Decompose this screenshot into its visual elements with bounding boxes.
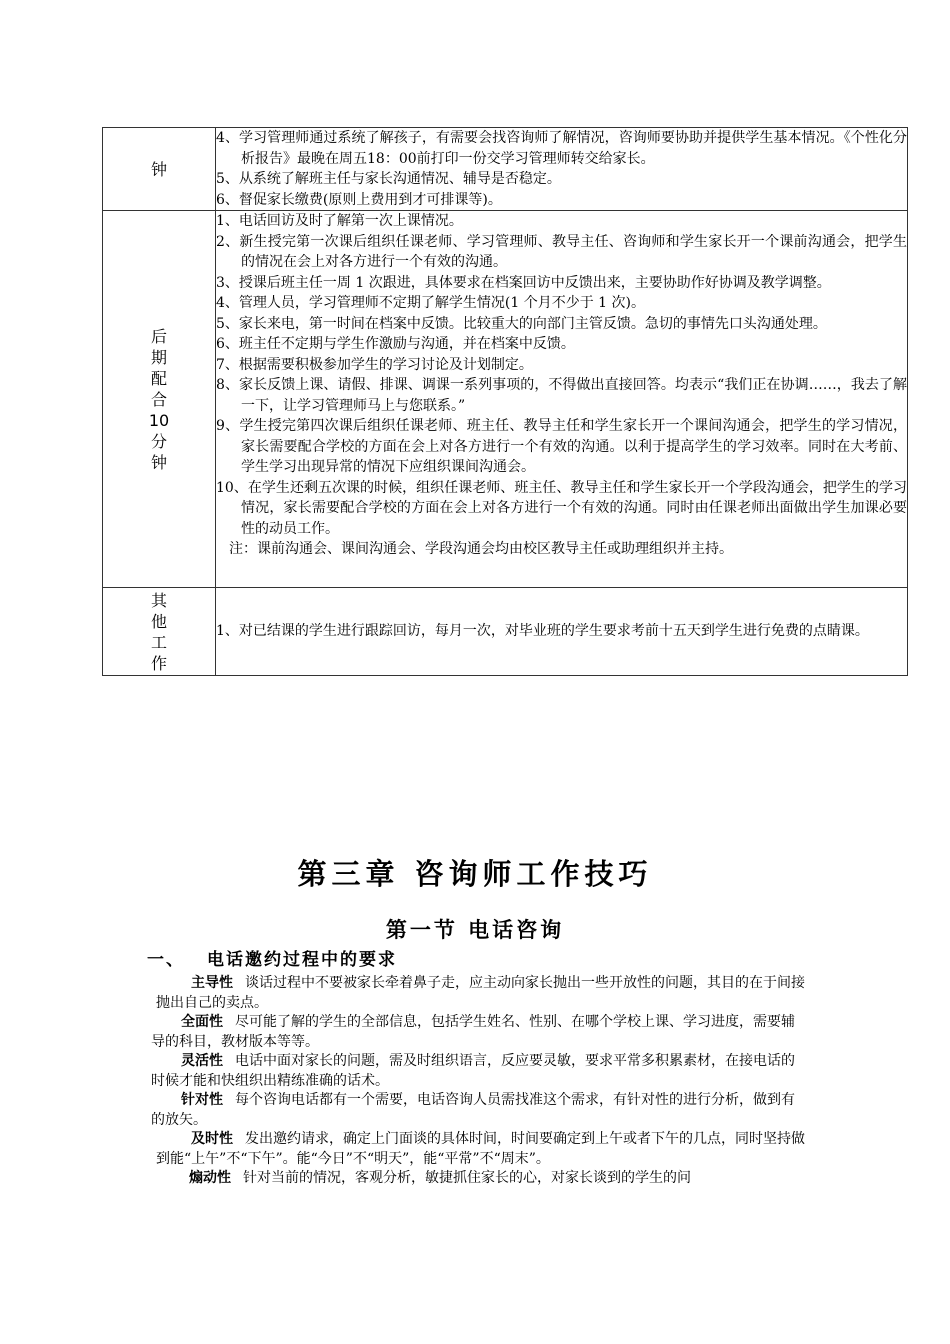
item-text: 谈话过程中不要被家长牵着鼻子走，应主动向家长抛出一些开放性的问题，其目的在于间接抛出自己的卖点。: [156, 975, 805, 1011]
list-item: 5、从系统了解班主任与家长沟通情况、辅导是否稳定。: [216, 171, 561, 187]
item-text: 每个咨询电话都有一个需要，电话咨询人员需找准这个需求，有针对性的进行分析，做到有的放矢。: [151, 1092, 795, 1128]
list-item: 6、督促家长缴费(原则上费用到才可排课等)。: [216, 191, 502, 208]
list-item: 2、新生授完第一次课后组织任课老师、学习管理师、教导主任、咨询师和学生家长开一个课前沟通会，把学生的情况在会上对各方进行一个有效的沟通。: [216, 233, 907, 270]
list-item: 7、根据需要积极参加学生的学习讨论及计划制定。: [216, 356, 533, 373]
row-label: 后 期 配 合 10 分 钟: [103, 211, 216, 588]
list-item: [151, 1013, 808, 1052]
list-item: 4、学习管理师通过系统了解孩子，有需要会找咨询师了解情况，咨询师要协助并提供学生基本情况。《个性化分析报告》最晚在周五18：00前打印一份交学习管理师转交给家长。: [216, 130, 907, 167]
requirements-list: [151, 974, 808, 1189]
list-item: 1、对已结课的学生进行跟踪回访，每月一次，对毕业班的学生要求考前十五天到学生进行免费的点睛课。: [216, 623, 869, 640]
heading-text: 电话邀约过程中的要求: [207, 950, 397, 970]
item-text: 发出邀约请求，确定上门面谈的具体时间，时间要确定到上午或者下午的几点，同时坚持做到能“上午”不“下午”。能“今日”不“明天”，能“平常”不“周末”。: [156, 1131, 805, 1167]
row-label: 其 他 工 作: [103, 588, 216, 676]
row-content: [216, 211, 908, 588]
table-note: 注：课前沟通会、课间沟通会、学段沟通会均由校区教导主任或助理组织并主持。: [229, 541, 733, 557]
list-item: [156, 974, 808, 1013]
list-item: 8、家长反馈上课、请假、排课、调课一系列事项的，不得做出直接回答。均表示“我们正在协调……，我去了解一下，让学习管理师马上与您联系。”: [216, 377, 907, 414]
item-keyword: 主导性: [191, 975, 233, 991]
list-item: 5、家长来电，第一时间在档案中反馈。比较重大的向部门主管反馈。急切的事情先口头沟通处理。: [216, 315, 827, 332]
list-item: [156, 1169, 808, 1189]
list-item: [156, 1130, 808, 1169]
row-content: [216, 128, 908, 211]
list-item: 3、授课后班主任一周 1 次跟进，具体要求在档案回访中反馈出来，主要协助作好协调及教学调整。: [216, 274, 831, 291]
table-row: [103, 211, 908, 588]
heading-number: 一、: [147, 950, 185, 970]
list-item: [151, 1091, 808, 1130]
list-item: 1、电话回访及时了解第一次上课情况。: [216, 213, 463, 229]
item-keyword: 及时性: [191, 1131, 233, 1147]
subsection-heading: [147, 945, 397, 970]
item-keyword: 煽动性: [189, 1170, 231, 1186]
item-text: 尽可能了解的学生的全部信息，包括学生姓名、性别、在哪个学校上课、学习进度，需要辅导的科目，教材版本等等。: [151, 1014, 795, 1050]
list-item: 9、学生授完第四次课后组织任课老师、班主任、教导主任和学生家长开一个课间沟通会，把学生的学习情况，家长需要配合学校的方面在会上对各方进行一个有效的沟通。以利于提高学生的学习效率。同时在大考前、学生学习出现异常的情况下应组织课间沟通会。: [216, 418, 907, 475]
table-row: [103, 588, 908, 676]
item-keyword: 针对性: [181, 1092, 223, 1108]
table-row: [103, 128, 908, 211]
list-item: 10、在学生还剩五次课的时候，组织任课老师、班主任、教导主任和学生家长开一个学段沟通会，把学生的学习情况，家长需要配合学校的方面在会上对各方进行一个有效的沟通。同时由任课老师出面做出学生加课必要性的动员工作。: [216, 479, 907, 537]
item-keyword: 全面性: [181, 1014, 223, 1030]
section-title: 第一节 电话咨询: [385, 917, 565, 942]
item-keyword: 灵活性: [181, 1053, 223, 1069]
row-label: 钟: [103, 128, 216, 211]
item-text: 电话中面对家长的问题，需及时组织语言，反应要灵敏，要求平常多积累素材，在接电话的时候才能和快组织出精练准确的话术。: [151, 1053, 795, 1089]
work-procedure-table: [102, 127, 908, 676]
list-item: 6、班主任不定期与学生作激励与沟通，并在档案中反馈。: [216, 336, 575, 352]
list-item: 4、管理人员，学习管理师不定期了解学生情况(1 个月不少于 1 次)。: [216, 295, 645, 311]
chapter-title: 第三章 咨询师工作技巧: [297, 857, 653, 891]
list-item: [151, 1052, 808, 1091]
item-text: 针对当前的情况，客观分析，敏捷抓住家长的心，对家长谈到的学生的问: [243, 1170, 691, 1186]
row-content: [216, 588, 908, 676]
